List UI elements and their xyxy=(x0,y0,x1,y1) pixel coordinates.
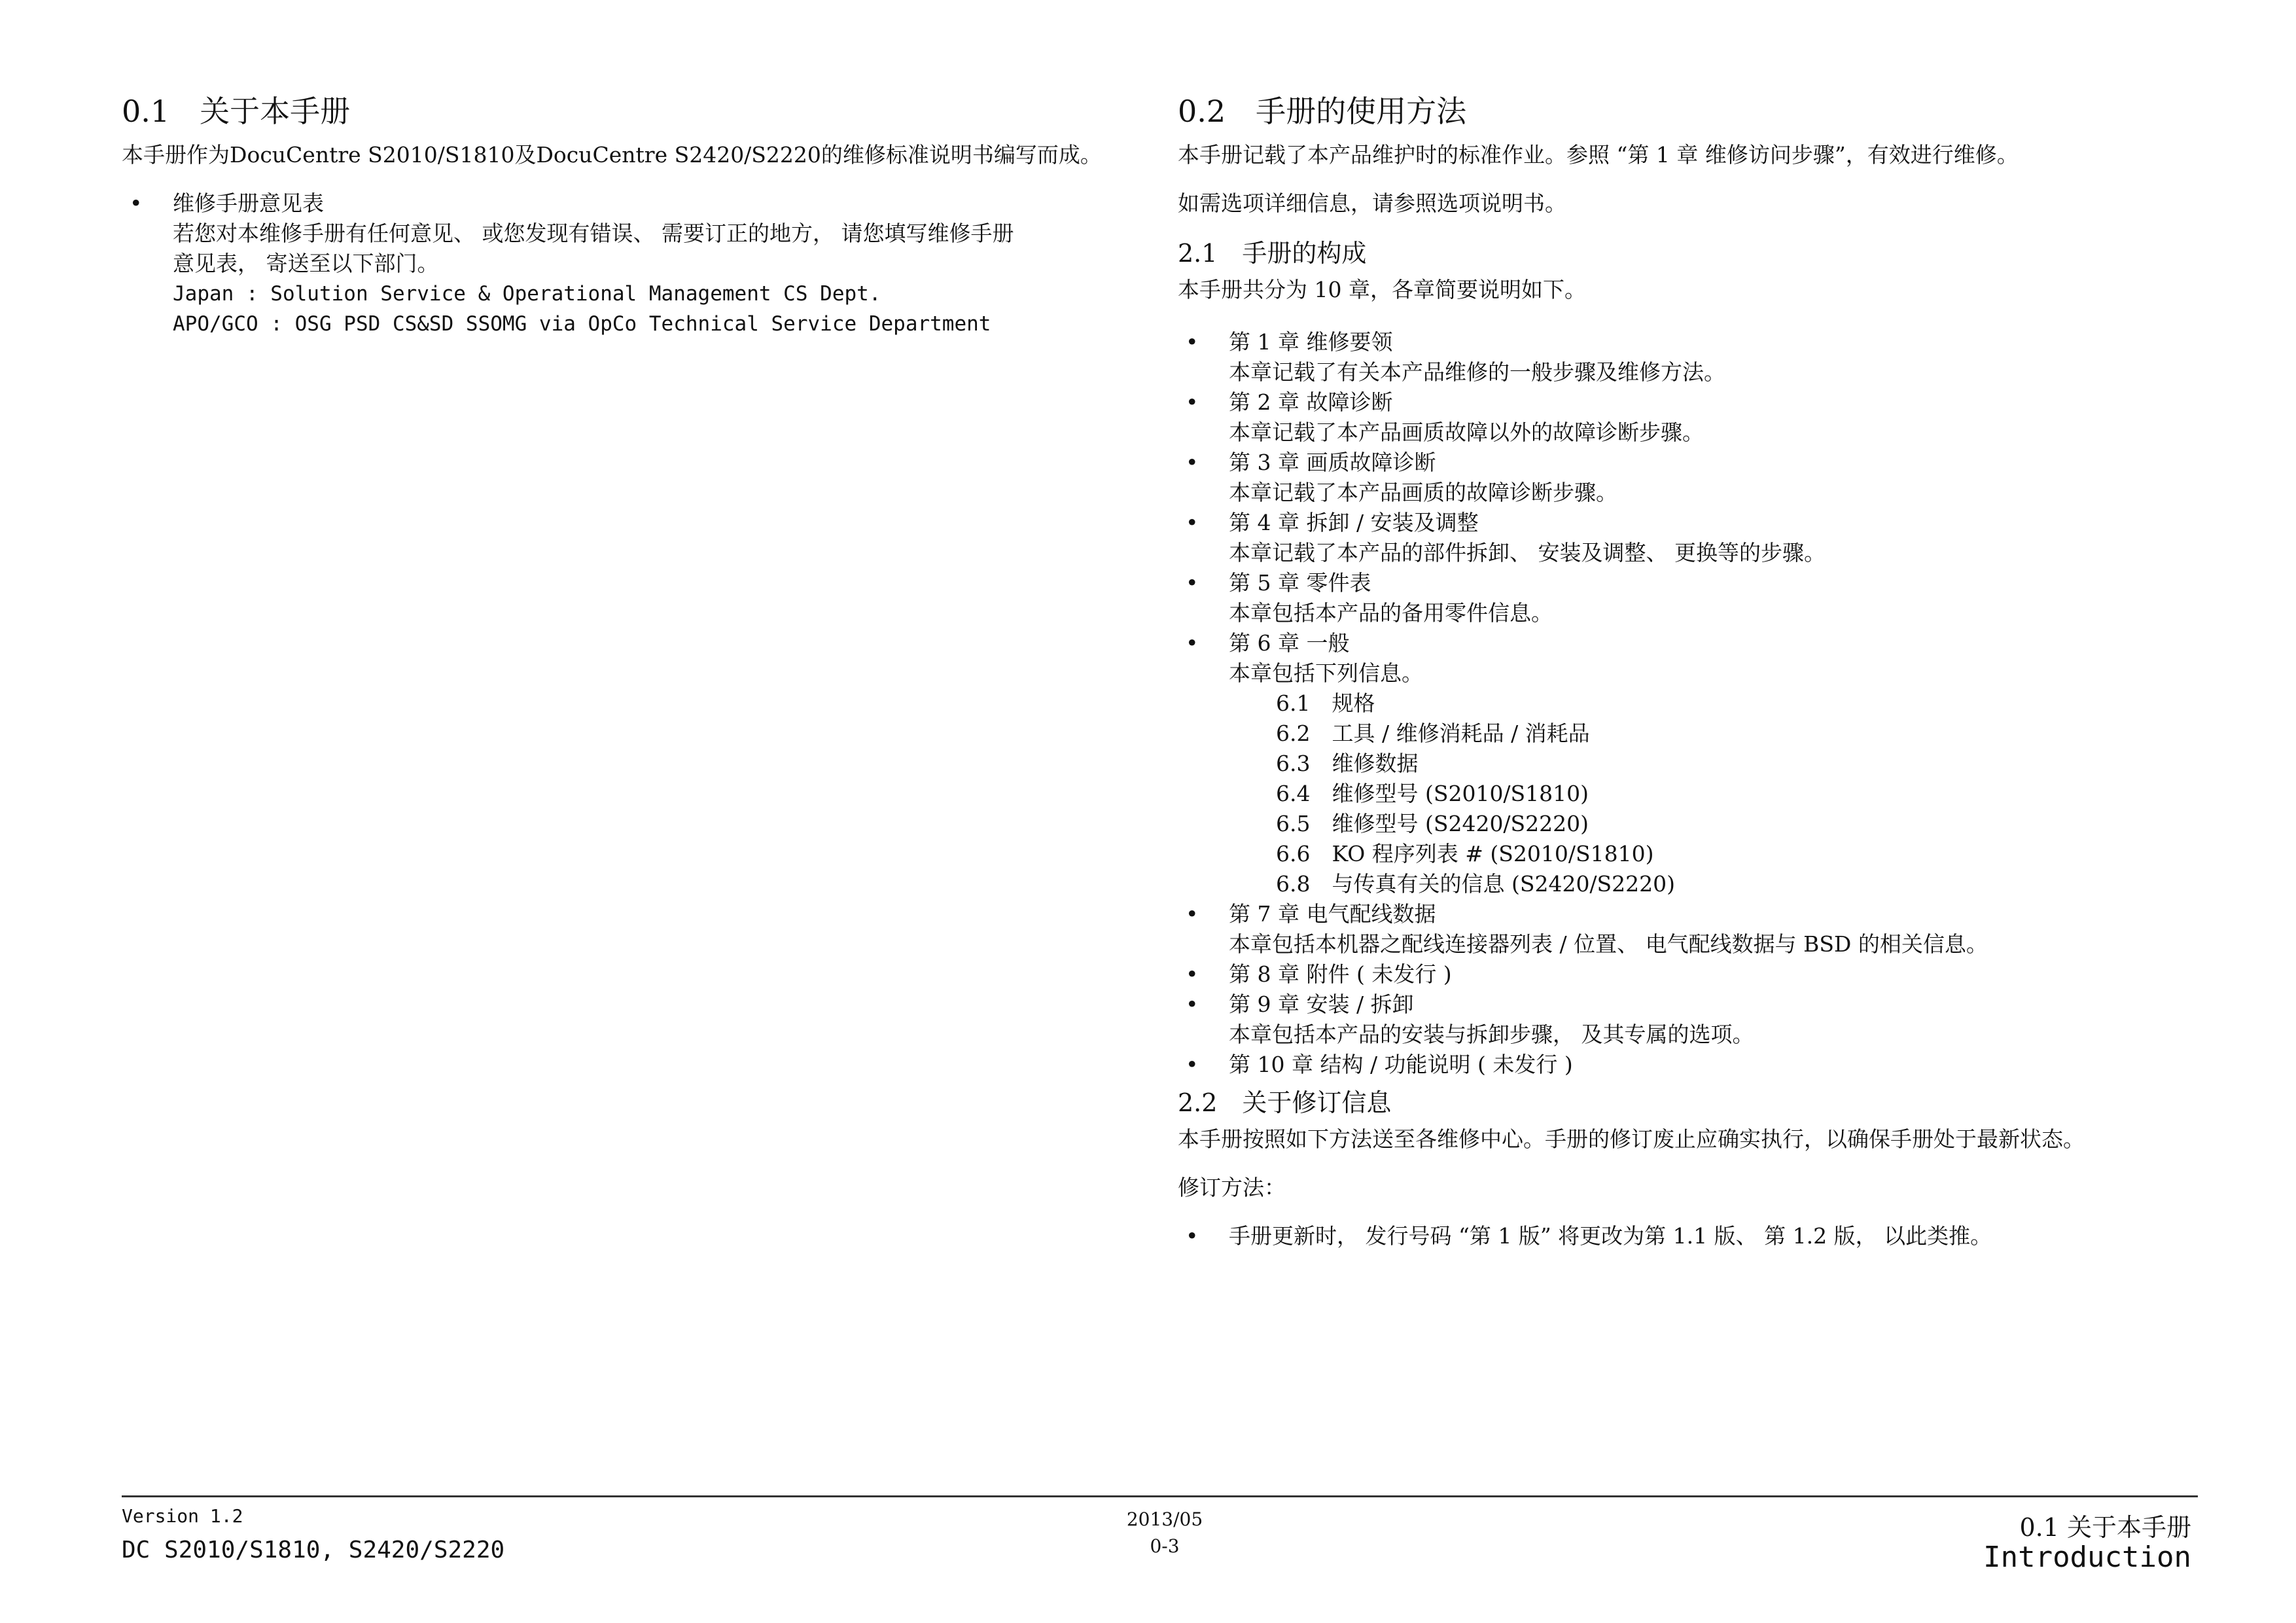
revision-paragraph: 本手册按照如下方法送至各维修中心。手册的修订废止应确实执行，以确保手册处于最新状态。 xyxy=(1178,1126,2085,1152)
bullet-icon: • xyxy=(1186,510,1199,535)
chapter-title: 第 7 章 电气配线数据 xyxy=(1229,901,1436,927)
dept-apo: APO/GCO : OSG PSD CS&SD SSOMG via OpCo Technical Service Department xyxy=(173,312,991,336)
left-column xyxy=(122,92,1142,346)
chapter-list xyxy=(1178,327,2199,1080)
list-item xyxy=(1178,327,2199,387)
list-item xyxy=(1178,1050,2199,1080)
chapter-desc: 本章包括本产品的安装与拆卸步骤， 及其专属的选项。 xyxy=(1229,1022,1754,1047)
chapter-title: 第 6 章 一般 xyxy=(1229,630,1350,656)
section-heading-2-2: 2.2 关于修订信息 xyxy=(1178,1088,1392,1117)
chapter-desc: 本章记载了本产品画质的故障诊断步骤。 xyxy=(1229,480,1617,505)
usage-paragraph: 本手册记载了本产品维护时的标准作业。参照 “第 1 章 维修访问步骤”，有效进行维修。 xyxy=(1178,142,2019,168)
bullet-icon: • xyxy=(1186,1223,1199,1249)
options-paragraph: 如需选项详细信息，请参照选项说明书。 xyxy=(1178,190,1566,216)
list-item xyxy=(1178,899,2199,959)
bullet-icon: • xyxy=(1186,329,1199,355)
sub-item: 6.5 维修型号 (S2420/S2220) xyxy=(1276,811,1589,836)
bullet-icon: • xyxy=(1186,630,1199,656)
sub-item: 6.2 工具 / 维修消耗品 / 消耗品 xyxy=(1276,721,1590,746)
chapter-desc: 本章记载了本产品画质故障以外的故障诊断步骤。 xyxy=(1229,419,1704,445)
structure-intro: 本手册共分为 10 章，各章简要说明如下。 xyxy=(1178,277,1586,302)
bullet-icon: • xyxy=(1186,901,1199,927)
chapter-title: 第 2 章 故障诊断 xyxy=(1229,389,1393,415)
bullet-title: 维修手册意见表 xyxy=(173,190,324,216)
bullet-icon: • xyxy=(1186,991,1199,1017)
list-item xyxy=(1178,387,2199,448)
bullet-icon: • xyxy=(1186,1052,1199,1077)
section-heading-0-2: 0.2 手册的使用方法 xyxy=(1178,94,1467,129)
list-item xyxy=(1178,1221,2199,1251)
chapter-6-sublist xyxy=(1229,688,2199,899)
list-item xyxy=(1178,448,2199,508)
list-item xyxy=(1178,990,2199,1050)
bullet-icon: • xyxy=(130,190,143,216)
footer-page-number: 0-3 xyxy=(1150,1535,1180,1557)
section-heading-0-1: 0.1 关于本手册 xyxy=(122,94,351,129)
list-item xyxy=(1178,959,2199,990)
dept-japan: Japan : Solution Service & Operational Management CS Dept. xyxy=(173,282,881,306)
chapter-desc: 本章记载了本产品的部件拆卸、 安装及调整、 更换等的步骤。 xyxy=(1229,540,1826,565)
intro-paragraph: 本手册作为DocuCentre S2010/S1810及DocuCentre S2420/S2220的维修标准说明书编写而成。 xyxy=(122,142,1102,168)
list-item xyxy=(1178,628,2199,899)
sub-item: 6.4 维修型号 (S2010/S1810) xyxy=(1276,781,1589,806)
chapter-title: 第 9 章 安装 / 拆卸 xyxy=(1229,991,1414,1017)
revision-list xyxy=(1178,1221,2199,1251)
chapter-title: 第 1 章 维修要领 xyxy=(1229,329,1393,355)
sub-item: 6.6 KO 程序列表 # (S2010/S1810) xyxy=(1276,841,1654,866)
bullet-icon: • xyxy=(1186,389,1199,415)
bullet-icon: • xyxy=(1186,961,1199,987)
list-item xyxy=(1178,508,2199,568)
chapter-title: 第 4 章 拆卸 / 安装及调整 xyxy=(1229,510,1479,535)
sub-item: 6.3 维修数据 xyxy=(1276,751,1419,776)
chapter-title: 第 10 章 结构 / 功能说明 ( 未发行 ) xyxy=(1229,1052,1573,1077)
sub-item: 6.8 与传真有关的信息 (S2420/S2220) xyxy=(1276,871,1676,897)
list-item xyxy=(1178,568,2199,628)
revision-bullet-text: 手册更新时， 发行号码 “第 1 版” 将更改为第 1.1 版、 第 1.2 版， 以此类推。 xyxy=(1229,1223,1992,1249)
bullet-text: 意见表， 寄送至以下部门。 xyxy=(173,251,439,276)
sub-item: 6.1 规格 xyxy=(1276,690,1375,716)
feedback-list xyxy=(122,188,1142,339)
right-column xyxy=(1178,92,2199,1258)
list-item xyxy=(122,188,1142,339)
chapter-title: 第 8 章 附件 ( 未发行 ) xyxy=(1229,961,1452,987)
chapter-desc: 本章记载了有关本产品维修的一般步骤及维修方法。 xyxy=(1229,359,1725,385)
bullet-icon: • xyxy=(1186,570,1199,596)
footer-section-title: 0.1 关于本手册 xyxy=(2019,1513,2191,1542)
bullet-icon: • xyxy=(1186,450,1199,475)
chapter-title: 第 5 章 零件表 xyxy=(1229,570,1371,596)
footer-model: DC S2010/S1810, S2420/S2220 xyxy=(122,1537,505,1563)
footer-date: 2013/05 xyxy=(1126,1508,1203,1530)
chapter-title: 第 3 章 画质故障诊断 xyxy=(1229,450,1436,475)
section-heading-2-1: 2.1 手册的构成 xyxy=(1178,239,1367,268)
chapter-desc: 本章包括本机器之配线连接器列表 / 位置、 电气配线数据与 BSD 的相关信息。 xyxy=(1229,931,1988,957)
bullet-text: 若您对本维修手册有任何意见、 或您发现有错误、 需要订正的地方， 请您填写维修手册 xyxy=(173,221,1014,246)
chapter-desc: 本章包括下列信息。 xyxy=(1229,660,1423,686)
footer-chapter-title: Introduction xyxy=(1983,1541,2191,1574)
footer-divider xyxy=(122,1495,2198,1497)
revision-method-label: 修订方法： xyxy=(1178,1175,1286,1200)
chapter-desc: 本章包括本产品的备用零件信息。 xyxy=(1229,600,1553,626)
footer-version: Version 1.2 xyxy=(122,1505,243,1527)
